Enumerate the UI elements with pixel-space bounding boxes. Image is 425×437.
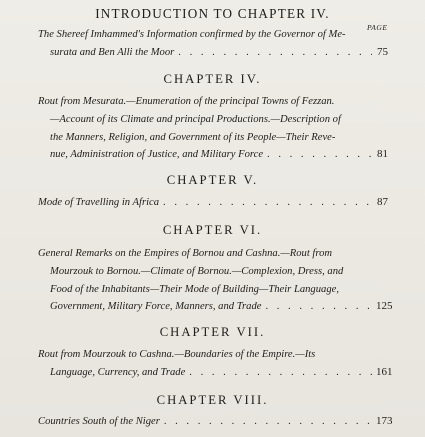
dot-leader — [189, 364, 372, 382]
entry-text: the Manners, Religion, and Government of its People—Their Reve- — [50, 131, 336, 143]
entry-line — [38, 129, 388, 147]
entry-text: Countries South of the Niger — [38, 416, 160, 427]
entry-line — [38, 245, 388, 263]
entry-text: General Remarks on the Empires of Bornou and Cashna.—Rout from — [38, 248, 333, 259]
page-number: 125 — [376, 300, 393, 313]
entry-text: Government, Military Force, Manners, and Trade — [50, 301, 262, 313]
entry-line — [38, 281, 388, 299]
entry-text: surata and Ben Alli the Moor — [50, 46, 175, 58]
chapter-entry — [38, 245, 393, 316]
entry-text: Food of the Inhabitants—Their Mode of Building—Their Language, — [50, 283, 339, 295]
chapter-heading: CHAPTER V. — [166, 173, 259, 187]
chapter-heading: CHAPTER IV. — [163, 72, 262, 86]
entry-text: nue, Administration of Justice, and Military Force — [50, 149, 264, 161]
entry-text: The Shereef Imhammed's Information confirmed by the Governor of Me- — [38, 29, 346, 40]
dot-leader — [164, 413, 372, 431]
entry-text: Language, Currency, and Trade — [50, 366, 186, 378]
page-number: 161 — [376, 365, 393, 378]
page-column-label: PAGE — [367, 23, 388, 32]
entry-line — [38, 346, 388, 364]
chapter-heading: CHAPTER VII. — [159, 325, 266, 339]
entry-text: Rout from Mesurata.—Enumeration of the principal Towns of Fezzan. — [38, 96, 335, 107]
entry-last-line — [38, 364, 393, 382]
dot-leader — [178, 44, 372, 62]
intro-entry — [38, 26, 388, 62]
entry-text: Mode of Travelling in Africa — [38, 197, 160, 208]
entry-text: —Account of its Climate and principal Productions.—Description of — [50, 113, 341, 125]
entry-line — [38, 26, 388, 44]
entry-last-line — [38, 413, 393, 431]
chapter-entry — [38, 93, 388, 164]
page-number: 75 — [377, 45, 388, 58]
entry-last-line — [38, 146, 388, 164]
page-number: 81 — [377, 148, 388, 161]
chapter-entry — [38, 194, 388, 212]
entry-last-line — [38, 194, 388, 212]
page-number: 173 — [376, 415, 393, 427]
entry-last-line — [38, 44, 388, 62]
entry-line — [38, 93, 388, 111]
entry-line — [38, 263, 388, 281]
intro-heading: INTRODUCTION TO CHAPTER IV. — [95, 6, 330, 21]
entry-text: Rout from Mourzouk to Cashna.—Boundaries of the Empire.—Its — [38, 349, 316, 360]
dot-leader — [163, 194, 372, 212]
entry-last-line — [38, 298, 393, 316]
chapter-entry — [38, 413, 393, 431]
chapter-heading: CHAPTER VIII. — [156, 393, 269, 407]
chapter-entry — [38, 346, 393, 382]
dot-leader — [267, 146, 372, 164]
page-number: 87 — [377, 196, 388, 208]
dot-leader — [265, 298, 372, 316]
chapter-heading: CHAPTER VI. — [162, 223, 263, 237]
entry-text: Mourzouk to Bornou.—Climate of Bornou.—Complexion, Dress, and — [50, 265, 344, 277]
entry-line — [38, 111, 388, 129]
